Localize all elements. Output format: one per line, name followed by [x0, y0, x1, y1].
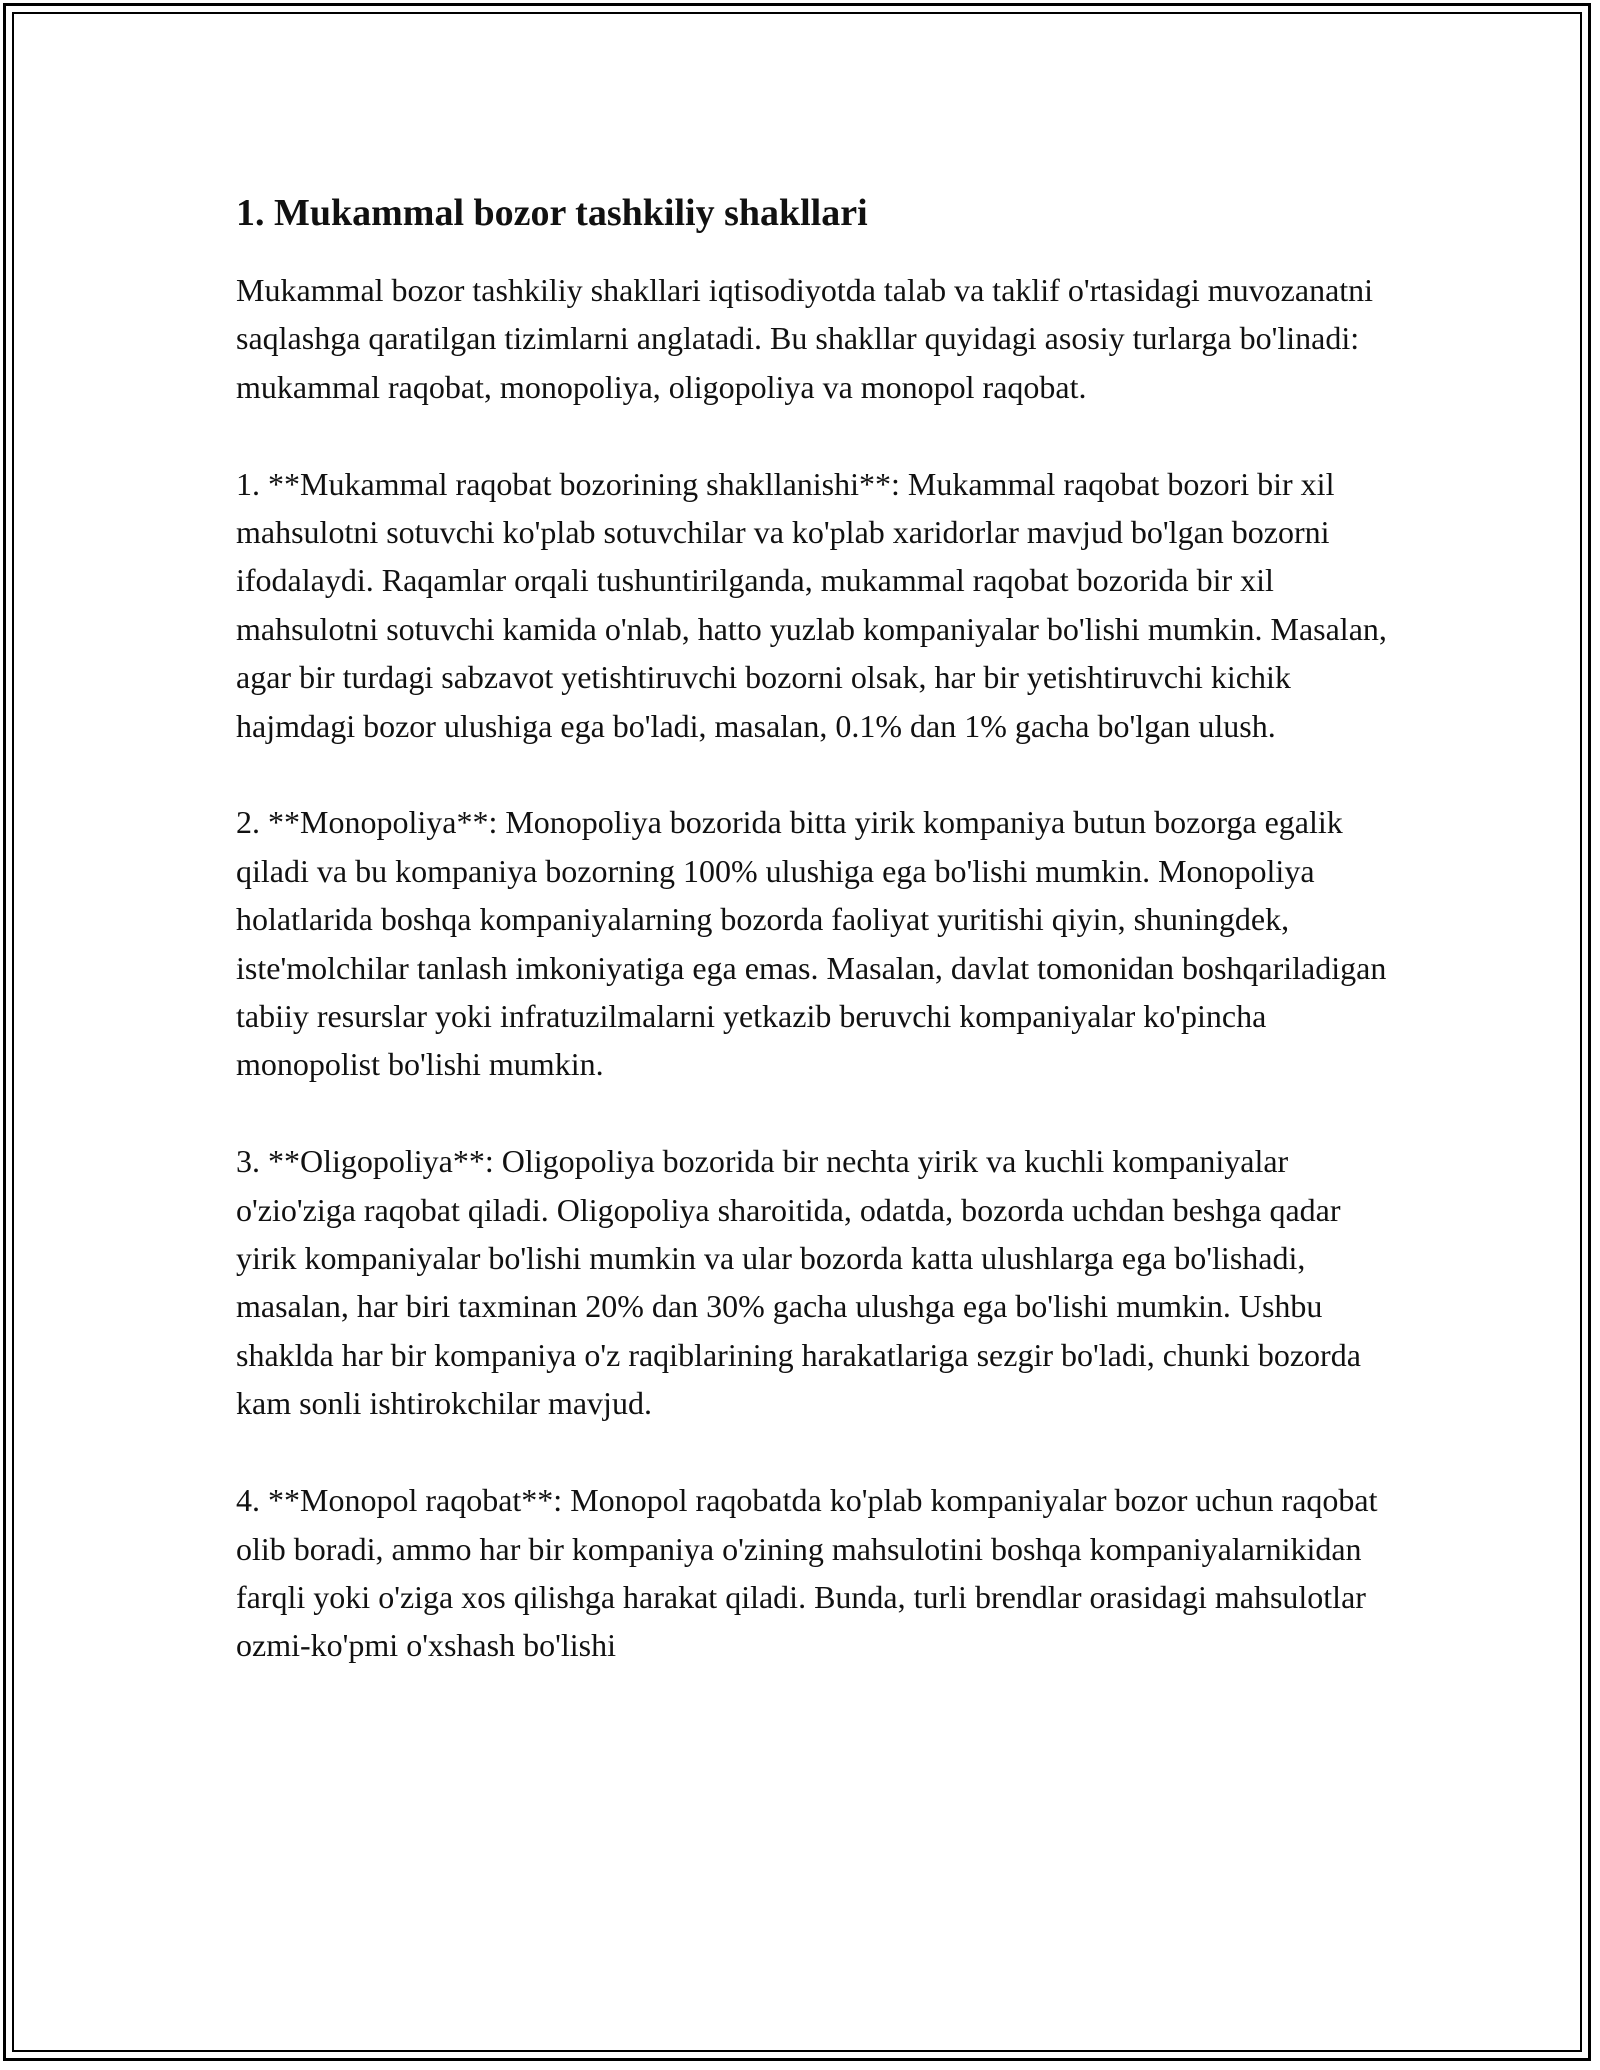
document-body — [236, 186, 1396, 1718]
paragraph-monopoly: 2. **Monopoliya**: Monopoliya bozorida bitta yirik kompaniya butun bozorga egalik qiladi va bu kompaniya bozorning 100% ulushiga ega bo'lishi mumkin. Monopoliya holatlarida boshqa kompaniyalarning bozorda faoliyat yuritishi qiyin, shuningdek, iste'molchilar tanlash imkoniyatiga ega emas. Masalan, davlat tomonidan boshqariladigan tabiiy resurslar yoki infratuzilmalarni yetkazib beruvchi kompaniyalar ko'pincha monopolist bo'lishi mumkin. — [236, 804, 1387, 1083]
paragraph-oligopoly: 3. **Oligopoliya**: Oligopoliya bozorida bir nechta yirik va kuchli kompaniyalar o'zio'ziga raqobat qiladi. Oligopoliya sharoitida, odatda, bozorda uchdan beshga qadar yirik kompaniyalar bo'lishi mumkin va ular bozorda katta ulushlarga ega bo'lishadi, masalan, har biri taxminan 20% dan 30% gacha ulushga ega bo'lishi mumkin. Ushbu shaklda har bir kompaniya o'z raqiblarining harakatlariga sezgir bo'ladi, chunki bozorda kam sonli ishtirokchilar mavjud. — [236, 1143, 1361, 1422]
paragraph-perfect-competition: 1. **Mukammal raqobat bozorining shakllanishi**: Mukammal raqobat bozori bir xil mahsulotni sotuvchi ko'plab sotuvchilar va ko'plab xaridorlar mavjud bo'lgan bozorni ifodalaydi. Raqamlar orqali tushuntirilganda, mukammal raqobat bozorida bir xil mahsulotni sotuvchi kamida o'nlab, hatto yuzlab kompaniyalar bo'lishi mumkin. Masalan, agar bir turdagi sabzavot yetishtiruvchi bozorni olsak, har bir yetishtiruvchi kichik hajmdagi bozor ulushiga ega bo'ladi, masalan, 0.1% dan 1% gacha bo'lgan ulush. — [236, 465, 1387, 744]
section-heading: 1. Mukammal bozor tashkiliy shakllari — [236, 192, 868, 234]
intro-paragraph: Mukammal bozor tashkiliy shakllari iqtisodiyotda talab va taklif o'rtasidagi muvozanatni saqlashga qaratilgan tizimlarni anglatadi. Bu shakllar quyidagi asosiy turlarga bo'linadi: mukammal raqobat, monopoliya, oligopoliya va monopol raqobat. — [236, 272, 1374, 405]
paragraph-monopolistic-competition: 4. **Monopol raqobat**: Monopol raqobatda ko'plab kompaniyalar bozor uchun raqobat olib boradi, ammo har bir kompaniya o'zining mahsulotini boshqa kompaniyalarnikidan farqli yoki o'ziga xos qilishga harakat qiladi. Bunda, turli brendlar orasidagi mahsulotlar ozmi-ko'pmi o'xshash bo'lishi — [236, 1482, 1378, 1664]
